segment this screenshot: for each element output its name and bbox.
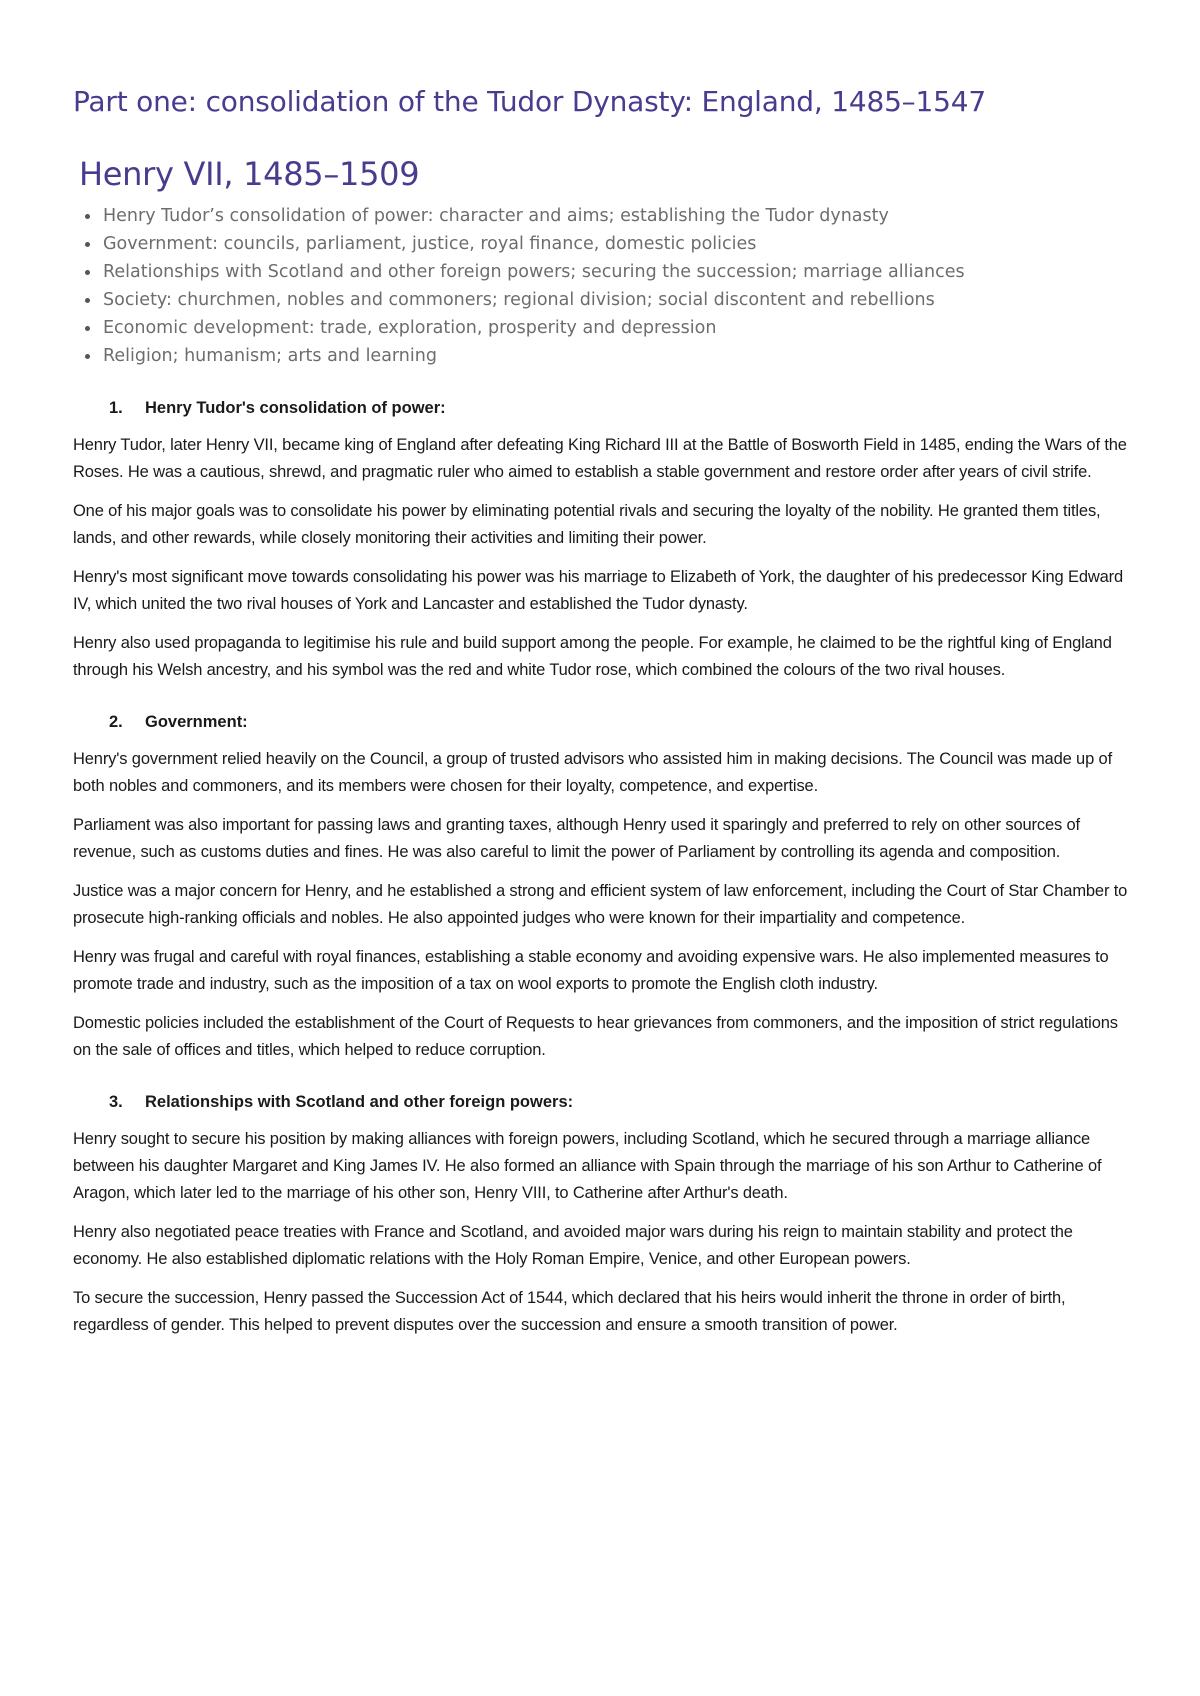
paragraph: Justice was a major concern for Henry, and he established a strong and efficient system of law enforcement, including the Court of Star Chamber to prosecute high-ranking officials and nobles. He also appointed judges who were known for their impartiality and competence. (73, 882, 1128, 927)
subheading-foreign-relations (73, 1089, 1134, 1115)
paragraph: Henry was frugal and careful with royal finances, establishing a stable economy and avoiding expensive wars. He also implemented measures to promote trade and industry, such as the imposition of a tax on wool exports to promote the English cloth industry. (73, 948, 1109, 993)
section-title: Henry VII, 1485–1509 (79, 155, 420, 193)
paragraph: To secure the succession, Henry passed the Succession Act of 1544, which declared that his heirs would inherit the throne in order of birth, regardless of gender. This helped to prevent disputes over the succession and ensure a smooth transition of power. (73, 1289, 1066, 1334)
paragraph: Henry's most significant move towards consolidating his power was his marriage to Elizabeth of York, the daughter of his predecessor King Edward IV, which united the two rival houses of York and Lancaster and established the Tudor dynasty. (73, 568, 1124, 613)
subheading-text: Relationships with Scotland and other foreign powers: (145, 1093, 574, 1111)
topic-item: Economic development: trade, exploration, prosperity and depression (81, 314, 1134, 342)
part-title: Part one: consolidation of the Tudor Dynasty: England, 1485–1547 (73, 85, 986, 118)
topic-list (81, 202, 1134, 370)
topic-item: Religion; humanism; arts and learning (81, 342, 1134, 370)
paragraph: One of his major goals was to consolidate his power by eliminating potential rivals and securing the loyalty of the nobility. He granted them titles, lands, and other rewards, while closely monitoring their activities and limiting their power. (73, 502, 1101, 547)
subheading-number: 1. (109, 399, 123, 417)
paragraph: Henry's government relied heavily on the Council, a group of trusted advisors who assisted him in making decisions. The Council was made up of both nobles and commoners, and its members were chosen for their loyalty, competence, and expertise. (73, 750, 1113, 795)
topic-item: Government: councils, parliament, justice, royal finance, domestic policies (81, 230, 1134, 258)
paragraph: Henry Tudor, later Henry VII, became king of England after defeating King Richard III at the Battle of Bosworth Field in 1485, ending the Wars of the Roses. He was a cautious, shrewd, and pragmatic ruler who aimed to establish a stable government and restore order after years of civil strife. (73, 436, 1127, 481)
paragraph: Henry sought to secure his position by making alliances with foreign powers, including Scotland, which he secured through a marriage alliance between his daughter Margaret and King James IV. He also formed an alliance with Spain through the marriage of his son Arthur to Catherine of Aragon, which later led to the marriage of his other son, Henry VIII, to Catherine after Arthur's death. (73, 1130, 1102, 1202)
topic-item: Henry Tudor’s consolidation of power: character and aims; establishing the Tudor dynasty (81, 202, 1134, 230)
subheading-text: Government: (145, 713, 248, 731)
paragraph: Domestic policies included the establishment of the Court of Requests to hear grievances from commoners, and the imposition of strict regulations on the sale of offices and titles, which helped to reduce corruption. (73, 1014, 1118, 1059)
subheading-text: Henry Tudor's consolidation of power: (145, 399, 446, 417)
subheading-number: 2. (109, 713, 123, 731)
paragraph: Henry also negotiated peace treaties with France and Scotland, and avoided major wars during his reign to maintain stability and protect the economy. He also established diplomatic relations with the Holy Roman Empire, Venice, and other European powers. (73, 1223, 1073, 1268)
topic-item: Society: churchmen, nobles and commoners; regional division; social discontent and rebellions (81, 286, 1134, 314)
subheading-number: 3. (109, 1093, 123, 1111)
paragraph: Parliament was also important for passing laws and granting taxes, although Henry used it sparingly and preferred to rely on other sources of revenue, such as customs duties and fines. He was also careful to limit the power of Parliament by controlling its agenda and composition. (73, 816, 1080, 861)
subheading-government (73, 709, 1134, 735)
topic-item: Relationships with Scotland and other foreign powers; securing the succession; marriage alliances (81, 258, 1134, 286)
paragraph: Henry also used propaganda to legitimise his rule and build support among the people. For example, he claimed to be the rightful king of England through his Welsh ancestry, and his symbol was the red and white Tudor rose, which combined the colours of the two rival houses. (73, 634, 1112, 679)
subheading-consolidation (73, 395, 1134, 421)
